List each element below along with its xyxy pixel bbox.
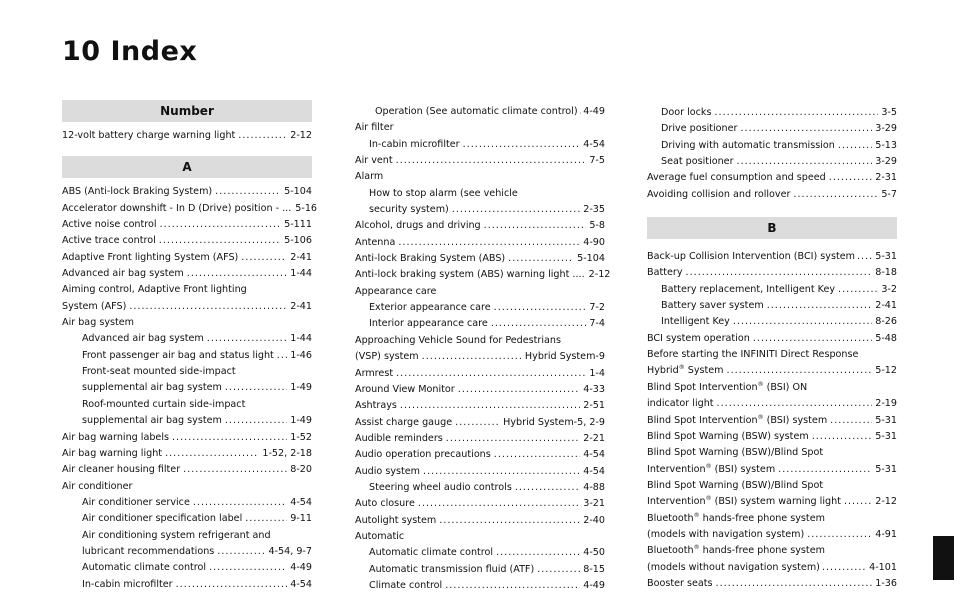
index-subentry: [355, 104, 605, 120]
entry-term: (models without navigation system): [647, 561, 820, 573]
index-subentry: [62, 495, 312, 511]
entry-page: 1-44: [290, 333, 312, 345]
index-entry: [355, 415, 605, 431]
entry-term: Blind Spot Intervention® (BSI) ON: [647, 380, 808, 393]
page-title: 10 Index: [62, 36, 198, 67]
index-subentry: [62, 413, 312, 429]
entry-term: Average fuel consumption and speed: [647, 172, 826, 184]
entry-page: 4-88: [583, 481, 605, 493]
entry-term: Aiming control, Adaptive Front lighting: [62, 284, 247, 296]
index-entry: [647, 265, 897, 281]
entry-term: Intelligent Key: [661, 316, 730, 328]
index-entry: [355, 366, 605, 382]
index-subentry: [62, 380, 312, 396]
entry-term: Driving with automatic transmission: [661, 139, 835, 151]
entry-page: 5-31: [875, 414, 897, 426]
entry-page: 2-12: [290, 130, 312, 141]
index-entry: [62, 233, 312, 249]
entry-term: Air bag warning labels: [62, 431, 169, 443]
index-subentry: [647, 154, 897, 170]
index-entry: [647, 396, 897, 412]
entry-page: 4-54: [290, 496, 312, 508]
index-subentry: [355, 300, 605, 316]
entry-term: Air conditioner: [62, 480, 133, 492]
entry-page: 4-33: [583, 383, 605, 395]
entry-term: Intervention® (BSI) system warning light: [647, 495, 841, 508]
entry-term: In-cabin microfilter: [369, 138, 460, 150]
entry-page: 1-4: [589, 367, 605, 379]
entry-term: Operation (See automatic climate control): [375, 106, 578, 117]
entry-term: Bluetooth® hands-free phone system: [647, 544, 825, 557]
entry-page: 2-41: [290, 300, 312, 312]
entry-term: Active noise control: [62, 219, 157, 231]
entry-term: Drive positioner: [661, 123, 738, 135]
entry-page: 1-52, 2-18: [262, 447, 312, 459]
entry-page: 4-54: [583, 465, 605, 477]
entry-term: System (AFS): [62, 300, 127, 312]
index-subentry: [355, 562, 605, 578]
entry-page: 4-54: [583, 138, 605, 150]
index-entry: [62, 217, 312, 233]
section-header-number: Number: [62, 100, 312, 122]
entry-page: 3-29: [875, 123, 897, 135]
index-subentry: [62, 544, 312, 560]
entry-page: Hybrid System-9: [524, 351, 605, 363]
index-subentry: [355, 202, 605, 218]
entry-page: 2-40: [583, 514, 605, 526]
entry-term: Antenna: [355, 236, 396, 248]
entry-term: Audio system: [355, 465, 421, 477]
entry-term: Automatic climate control: [369, 547, 494, 559]
entry-page: 1-49: [290, 382, 312, 394]
index-subentry: [647, 282, 897, 298]
index-entry: [647, 413, 897, 429]
registered-mark: ®: [757, 380, 764, 388]
index-column-2: [355, 104, 611, 594]
entry-page: 5-31: [875, 430, 897, 442]
registered-mark: ®: [757, 413, 764, 421]
index-subentry: [647, 121, 897, 137]
entry-term: Air conditioner service: [82, 496, 190, 508]
section-header-b: B: [647, 217, 897, 239]
entry-page: 2-21: [583, 432, 605, 444]
entry-term: Automatic climate control: [82, 562, 207, 574]
entry-page: 4-49: [583, 106, 605, 117]
entry-page: 2-41: [290, 251, 312, 263]
section-header-a: A: [62, 156, 312, 178]
entry-term: Assist charge gauge: [355, 416, 453, 428]
index-column-1: [62, 100, 318, 593]
index-subentry: [355, 480, 605, 496]
entry-page: 5-8: [589, 220, 605, 232]
entry-term: lubricant recommendations: [82, 545, 215, 557]
entry-term: Autolight system: [355, 514, 437, 526]
entry-term: Blind Spot Warning (BSW)/Blind Spot: [647, 447, 824, 459]
index-entry: [647, 576, 897, 592]
index-entry: [647, 560, 897, 576]
index-entry: [355, 251, 605, 267]
index-entry: [62, 250, 312, 266]
entry-page: 4-49: [290, 562, 312, 574]
entry-page: 5-12: [875, 365, 897, 377]
entry-page: 8-20: [290, 464, 312, 476]
entry-term: Booster seats: [647, 577, 713, 589]
entry-term: BCI system operation: [647, 332, 750, 344]
index-entry: [62, 201, 318, 217]
entry-term: Seat positioner: [661, 156, 734, 168]
entry-page: 2-12: [875, 496, 897, 508]
entry-page: 4-49: [583, 579, 605, 591]
entry-term: Around View Monitor: [355, 383, 455, 395]
entry-page: 5-31: [875, 463, 897, 475]
entry-page: 5-13: [875, 139, 897, 151]
entry-term: Air vent: [355, 155, 393, 167]
entry-term: Air bag warning light: [62, 447, 163, 459]
registered-mark: ®: [705, 462, 712, 470]
entry-term: (VSP) system: [355, 351, 419, 363]
index-subentry: [647, 314, 897, 330]
entry-page: 5-48: [875, 332, 897, 344]
index-entry: [355, 398, 605, 414]
index-entry: [62, 299, 312, 315]
entry-page: 7-2: [589, 302, 605, 314]
entry-page: 3-29: [875, 156, 897, 168]
index-subentry: [355, 316, 605, 332]
entry-page: 8-15: [583, 563, 605, 575]
entry-term: Advanced air bag system: [82, 333, 204, 345]
entry-term: Interior appearance care: [369, 318, 488, 330]
index-subentry: [355, 545, 605, 561]
entry-page: 4-54: [290, 578, 312, 590]
index-entry: [62, 128, 312, 144]
entry-term: Door locks: [661, 107, 712, 118]
entry-term: supplemental air bag system: [82, 382, 222, 394]
index-entry: [62, 266, 312, 282]
index-column-3: [647, 105, 897, 592]
index-entry: [62, 184, 312, 200]
index-entry: [355, 382, 605, 398]
index-subentry: [62, 348, 312, 364]
entry-term: Blind Spot Warning (BSW) system: [647, 430, 809, 442]
registered-mark: ®: [693, 544, 700, 552]
entry-term: Hybrid® System: [647, 364, 724, 377]
index-entry: [647, 187, 897, 203]
entry-term: Steering wheel audio controls: [369, 481, 512, 493]
index-entry: [355, 235, 605, 251]
entry-page: 5-7: [881, 188, 897, 200]
index-entry: [355, 153, 605, 169]
entry-page: 1-52: [290, 431, 312, 443]
index-subentry: [647, 298, 897, 314]
entry-term: Auto closure: [355, 498, 415, 510]
index-entry: [355, 218, 605, 234]
entry-term: Air filter: [355, 122, 394, 134]
index-entry: [647, 170, 897, 186]
chapter-thumb-tab: [933, 536, 954, 580]
entry-page: 7-5: [589, 155, 605, 167]
entry-page: 2-12: [588, 269, 611, 281]
index-subentry: [62, 560, 312, 576]
entry-term: Blind Spot Intervention® (BSI) system: [647, 413, 828, 426]
entry-term: Automatic: [355, 530, 405, 542]
entry-term: Anti-lock braking system (ABS) warning light ....: [355, 269, 585, 281]
entry-term: (models with navigation system): [647, 528, 805, 540]
index-entry: [62, 462, 312, 478]
entry-term: Air bag system: [62, 317, 135, 329]
entry-term: Approaching Vehicle Sound for Pedestrians: [355, 334, 561, 346]
entry-term: Accelerator downshift - In D (Drive) position - ...: [62, 202, 292, 214]
index-entry: [647, 363, 897, 379]
entry-term: Ashtrays: [355, 400, 397, 412]
entry-term: 12-volt battery charge warning light: [62, 130, 236, 141]
entry-term: Before starting the INFINITI Direct Response: [647, 349, 859, 361]
entry-page: 9-11: [290, 513, 312, 525]
entry-page: 3-5: [881, 107, 897, 118]
entry-page: 2-35: [583, 204, 605, 216]
entry-page: 5-111: [284, 219, 312, 231]
entry-term: Air conditioner specification label: [82, 513, 243, 525]
entry-term: Avoiding collision and rollover: [647, 188, 791, 200]
index-entry: [647, 429, 897, 445]
entry-page: 3-21: [583, 498, 605, 510]
index-entry: [355, 513, 605, 529]
entry-term: security system): [369, 204, 449, 216]
index-subentry: [355, 137, 605, 153]
entry-page: 5-31: [875, 251, 897, 263]
entry-term: How to stop alarm (see vehicle: [369, 187, 518, 199]
entry-page: 1-44: [290, 268, 312, 280]
entry-page: 1-36: [875, 577, 897, 589]
entry-page: 7-4: [589, 318, 605, 330]
entry-term: Front passenger air bag and status light: [82, 349, 274, 361]
entry-page: 8-26: [875, 316, 897, 328]
entry-term: Battery replacement, Intelligent Key: [661, 283, 836, 295]
entry-term: Adaptive Front lighting System (AFS): [62, 251, 239, 263]
entry-term: supplemental air bag system: [82, 415, 222, 427]
entry-term: Appearance care: [355, 285, 437, 297]
index-entry: [647, 462, 897, 478]
entry-page: 4-101: [869, 561, 897, 573]
entry-term: Blind Spot Warning (BSW)/Blind Spot: [647, 479, 824, 491]
entry-term: Front-seat mounted side-impact: [82, 366, 236, 378]
index-subentry: [647, 105, 897, 121]
entry-term: Anti-lock Braking System (ABS): [355, 253, 506, 265]
entry-term: Bluetooth® hands-free phone system: [647, 511, 825, 524]
entry-term: Active trace control: [62, 235, 156, 247]
entry-page: 4-91: [875, 528, 897, 540]
index-entry: [355, 496, 605, 512]
entry-term: Alarm: [355, 171, 384, 183]
entry-term: Back-up Collision Intervention (BCI) system: [647, 251, 855, 263]
index-entry: [62, 430, 312, 446]
entry-term: Audible reminders: [355, 432, 443, 444]
entry-page: 5-16: [295, 202, 318, 214]
entry-term: Alcohol, drugs and driving: [355, 220, 481, 232]
entry-page: 3-2: [881, 283, 897, 295]
entry-page: 5-104: [284, 186, 312, 198]
index-entry: [355, 349, 605, 365]
registered-mark: ®: [678, 364, 685, 372]
index-entry: [355, 464, 605, 480]
index-entry: [647, 331, 897, 347]
entry-term: Climate control: [369, 579, 443, 591]
entry-page: 8-18: [875, 267, 897, 279]
entry-page: 4-50: [583, 547, 605, 559]
entry-term: Battery: [647, 267, 683, 279]
entry-term: Roof-mounted curtain side-impact: [82, 398, 246, 410]
entry-term: indicator light: [647, 398, 714, 410]
index-entry: [355, 267, 611, 283]
index-entry: [355, 447, 605, 463]
entry-term: Audio operation precautions: [355, 449, 491, 461]
index-subentry: [647, 138, 897, 154]
entry-page: 4-90: [583, 236, 605, 248]
registered-mark: ®: [693, 511, 700, 519]
index-entry: [647, 527, 897, 543]
entry-term: Advanced air bag system: [62, 268, 184, 280]
entry-page: 1-49: [290, 415, 312, 427]
entry-term: In-cabin microfilter: [82, 578, 173, 590]
index-subentry: [355, 578, 605, 594]
entry-page: 2-41: [875, 300, 897, 312]
entry-page: 1-46: [290, 349, 312, 361]
entry-page: 2-51: [583, 400, 605, 412]
entry-term: ABS (Anti-lock Braking System): [62, 186, 213, 198]
index-entry: [355, 431, 605, 447]
registered-mark: ®: [705, 495, 712, 503]
index-subentry: [62, 331, 312, 347]
entry-page: 5-106: [284, 235, 312, 247]
entry-page: 2-19: [875, 398, 897, 410]
entry-page: 4-54, 9-7: [268, 545, 312, 557]
entry-term: Intervention® (BSI) system: [647, 462, 776, 475]
index-subentry: [62, 577, 312, 593]
entry-page: Hybrid System-5, 2-9: [503, 416, 605, 428]
entry-page: 4-54: [583, 449, 605, 461]
entry-term: Air conditioning system refrigerant and: [82, 529, 271, 541]
entry-term: Air cleaner housing filter: [62, 464, 181, 476]
entry-term: Armrest: [355, 367, 394, 379]
index-subentry: [62, 511, 312, 527]
entry-term: Battery saver system: [661, 300, 764, 312]
index-entry: [62, 446, 312, 462]
index-entry: [647, 494, 897, 510]
entry-page: 2-31: [875, 172, 897, 184]
entry-term: Exterior appearance care: [369, 302, 491, 314]
entry-page: 5-104: [577, 253, 605, 265]
index-entry: [647, 249, 897, 265]
entry-term: Automatic transmission fluid (ATF): [369, 563, 535, 575]
